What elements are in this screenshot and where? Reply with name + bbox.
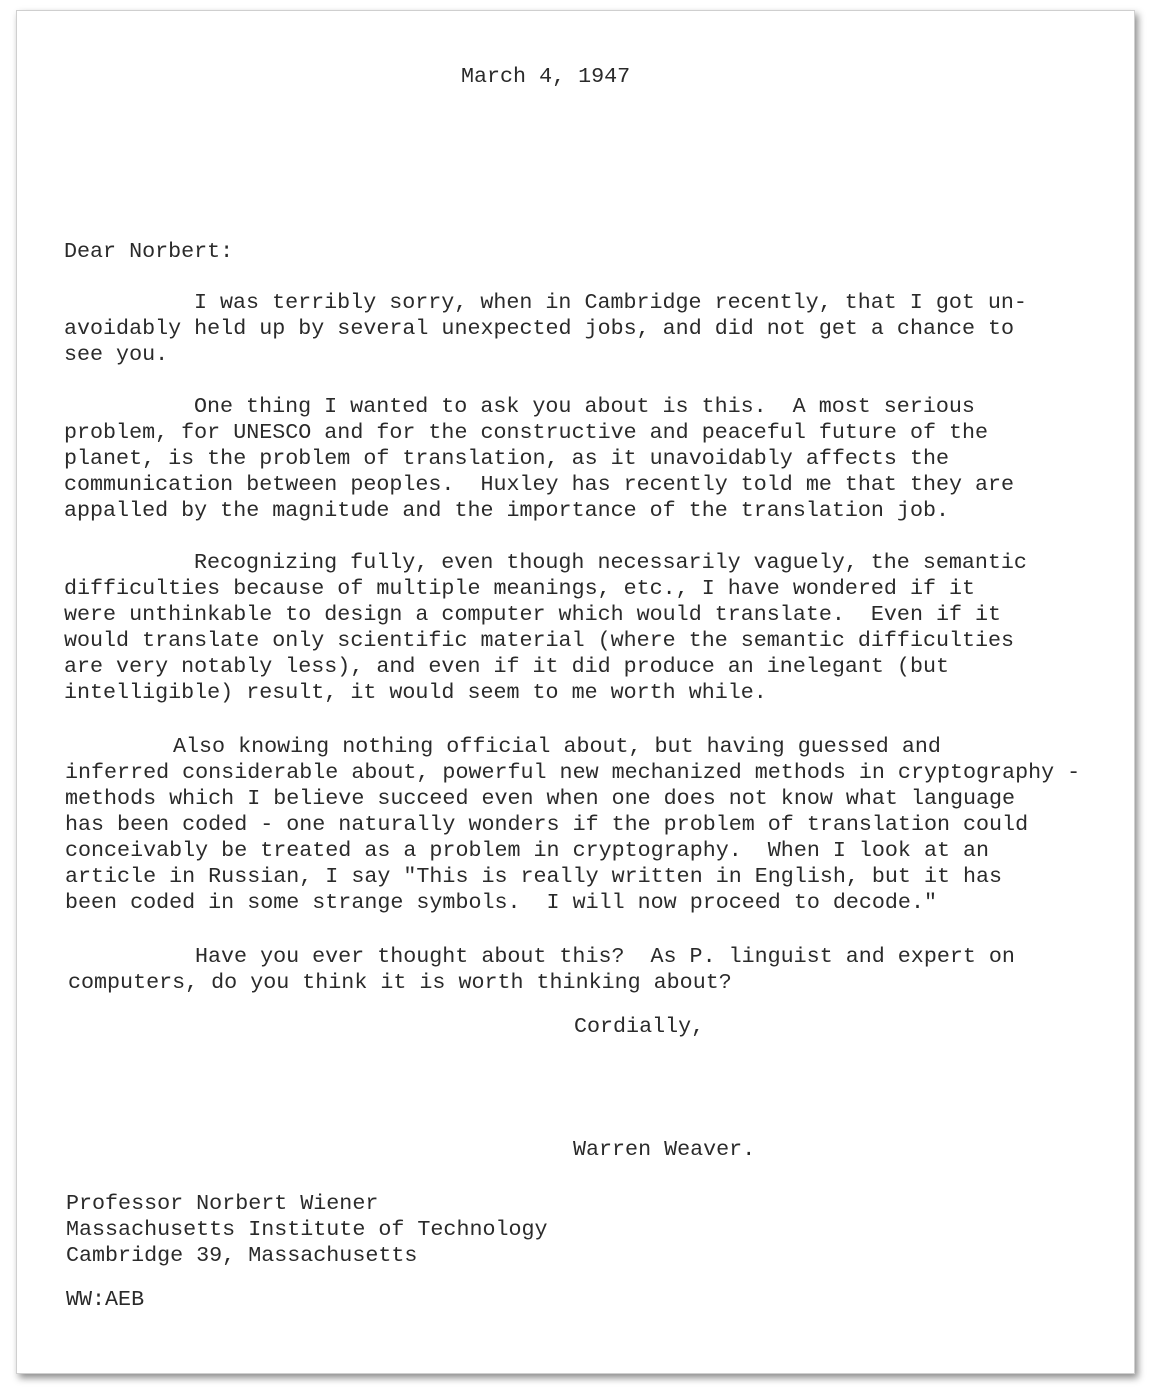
paragraph-line: see you. (64, 342, 169, 367)
paragraph-line: planet, is the problem of translation, as it unavoidably affects the (64, 446, 949, 471)
paragraph-line: intelligible) result, it would seem to me worth while. (64, 680, 767, 705)
paragraph-line: I was terribly sorry, when in Cambridge recently, that I got un- (194, 290, 1027, 315)
paragraph-line: are very notably less), and even if it did produce an inelegant (but (64, 654, 949, 679)
paragraph-line: article in Russian, I say "This is really written in English, but it has (65, 864, 1003, 889)
paragraph-line: appalled by the magnitude and the importance of the translation job. (64, 498, 949, 523)
paragraph-line: problem, for UNESCO and for the constructive and peaceful future of the (64, 420, 989, 445)
paragraph-line: avoidably held up by several unexpected jobs, and did not get a chance to (64, 316, 1015, 341)
paragraph-line: communication between peoples. Huxley has recently told me that they are (64, 472, 1015, 497)
paragraph-line: One thing I wanted to ask you about is this. A most serious (194, 394, 975, 419)
paragraph-line: would translate only scientific material (where the semantic difficulties (64, 628, 1015, 653)
address-line: Cambridge 39, Massachusetts (66, 1243, 418, 1268)
reference-initials: WW:AEB (66, 1287, 145, 1312)
paragraph-line: has been coded - one naturally wonders if the problem of translation could (65, 812, 1029, 837)
paragraph-line: were unthinkable to design a computer which would translate. Even if it (64, 602, 1002, 627)
paragraph-line: conceivably be treated as a problem in cryptography. When I look at an (65, 838, 990, 863)
paragraph-line: Have you ever thought about this? As P. linguist and expert on (195, 944, 1015, 969)
closing: Cordially, (574, 1014, 705, 1039)
letter-page (16, 10, 1135, 1374)
paragraph-line: methods which I believe succeed even when one does not know what language (65, 786, 1016, 811)
paragraph-line: Also knowing nothing official about, but having guessed and (173, 734, 941, 759)
paragraph-line: inferred considerable about, powerful new mechanized methods in cryptography - (65, 760, 1081, 785)
signature: Warren Weaver. (573, 1137, 756, 1162)
letter-date: March 4, 1947 (461, 64, 631, 89)
address-line: Massachusetts Institute of Technology (66, 1217, 548, 1242)
paragraph-line: computers, do you think it is worth thinking about? (68, 970, 732, 995)
paragraph-line: been coded in some strange symbols. I will now proceed to decode." (65, 890, 937, 915)
address-line: Professor Norbert Wiener (66, 1191, 379, 1216)
paragraph-line: Recognizing fully, even though necessarily vaguely, the semantic (194, 550, 1027, 575)
salutation: Dear Norbert: (64, 239, 234, 264)
paragraph-line: difficulties because of multiple meanings, etc., I have wondered if it (64, 576, 976, 601)
